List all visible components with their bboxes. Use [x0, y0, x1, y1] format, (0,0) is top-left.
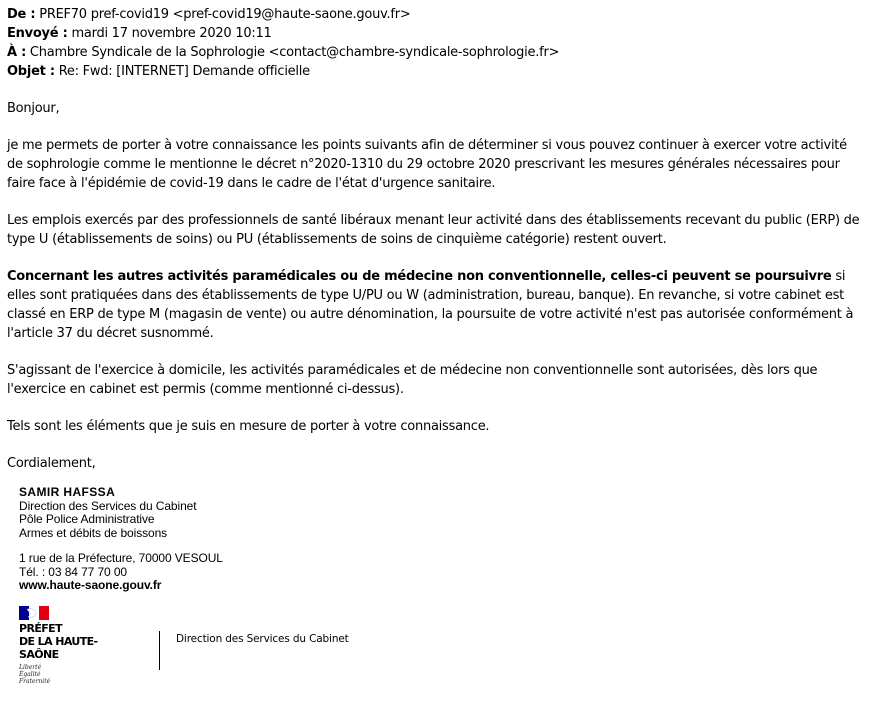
- prefet-line-1: PRÉFET: [19, 622, 62, 635]
- from-key: De :: [7, 7, 36, 22]
- subject-value: Re: Fwd: [INTERNET] Demande officielle: [54, 64, 310, 79]
- paragraph-3-bold: Concernant les autres activités paramédicales ou de médecine non conventionnelle, celles-ci peuvent se poursuivre: [7, 269, 832, 284]
- motto-egalite: Égalité: [19, 671, 41, 678]
- signer-section: Armes et débits de boissons: [19, 525, 168, 540]
- greeting: Bonjour,: [7, 101, 60, 116]
- email-headers: [7, 5, 865, 81]
- signer-address: 1 rue de la Préfecture, 70000 VESOUL: [19, 551, 223, 565]
- prefecture-logo: [19, 606, 129, 685]
- signer-service: Direction des Services du Cabinet: [19, 498, 197, 513]
- paragraph-3: [7, 267, 865, 343]
- marianne-flag-icon: [19, 606, 49, 620]
- to-key: À :: [7, 45, 27, 60]
- signer-phone: Tél. : 03 84 77 70 00: [19, 564, 127, 579]
- motto-liberte: Liberté: [19, 664, 42, 671]
- paragraph-2: Les emplois exercés par des professionnels de santé libéraux menant leur activité dans des établissements recevant du public (ERP) de type U (établissements de soins) ou PU (établissements de soins de cinquième catégorie) restent ouvert.: [7, 213, 860, 247]
- to-value: Chambre Syndicale de la Sophrologie <contact@chambre-syndicale-sophrologie.fr>: [26, 45, 560, 60]
- signer-website[interactable]: www.haute-saone.gouv.fr: [19, 578, 162, 592]
- prefet-line-3: SAÔNE: [19, 648, 59, 661]
- paragraph-4: S'agissant de l'exercice à domicile, les activités paramédicales et de médecine non conventionnelle sont autorisées, dès lors que l'exercice en cabinet est permis (comme mentionné ci-dessus).: [7, 363, 818, 397]
- subject-key: Objet :: [7, 64, 55, 79]
- logo-divider: [159, 631, 160, 670]
- sent-value: mardi 17 novembre 2020 10:11: [67, 26, 272, 41]
- to-line: [7, 43, 865, 62]
- republic-motto: [19, 664, 129, 685]
- sent-key: Envoyé :: [7, 26, 68, 41]
- signer-pole: Pôle Police Administrative: [19, 512, 155, 526]
- prefet-line-2: DE LA HAUTE-: [19, 635, 98, 648]
- subject-line: [7, 62, 865, 81]
- signature-block: [19, 486, 223, 593]
- motto-fraternite: Fraternité: [19, 678, 51, 685]
- paragraph-1: je me permets de porter à votre connaissance les points suivants afin de déterminer si vous pouvez continuer à exercer votre activité de sophrologie comme le mentionne le décret n°2020-1310 du 29 octobre 2020 prescrivant les mesures générales nécessaires pour faire face à l'épidémie de covid-19 dans le cadre de l'état d'urgence sanitaire.: [7, 138, 847, 191]
- paragraph-3-rest: si elles sont pratiquées dans des établissements de type U/PU ou W (administration, bureau, banque). En revanche, si votre cabinet est classé en ERP de type M (magasin de vente) ou autre dénomination, la poursuite de votre activité n'est pas autorisée conformément à l'article 37 du décret susnommé.: [7, 269, 854, 341]
- prefet-wordmark: [19, 622, 129, 661]
- department-label: Direction des Services du Cabinet: [176, 633, 349, 645]
- closing: Cordialement,: [7, 456, 96, 471]
- signer-name: SAMIR HAFSSA: [19, 485, 116, 499]
- from-line: [7, 5, 865, 24]
- from-value: PREF70 pref-covid19 <pref-covid19@haute-saone.gouv.fr>: [35, 7, 411, 22]
- sent-line: [7, 24, 865, 43]
- paragraph-5: Tels sont les éléments que je suis en mesure de porter à votre connaissance.: [7, 419, 490, 434]
- email-message: [7, 5, 865, 491]
